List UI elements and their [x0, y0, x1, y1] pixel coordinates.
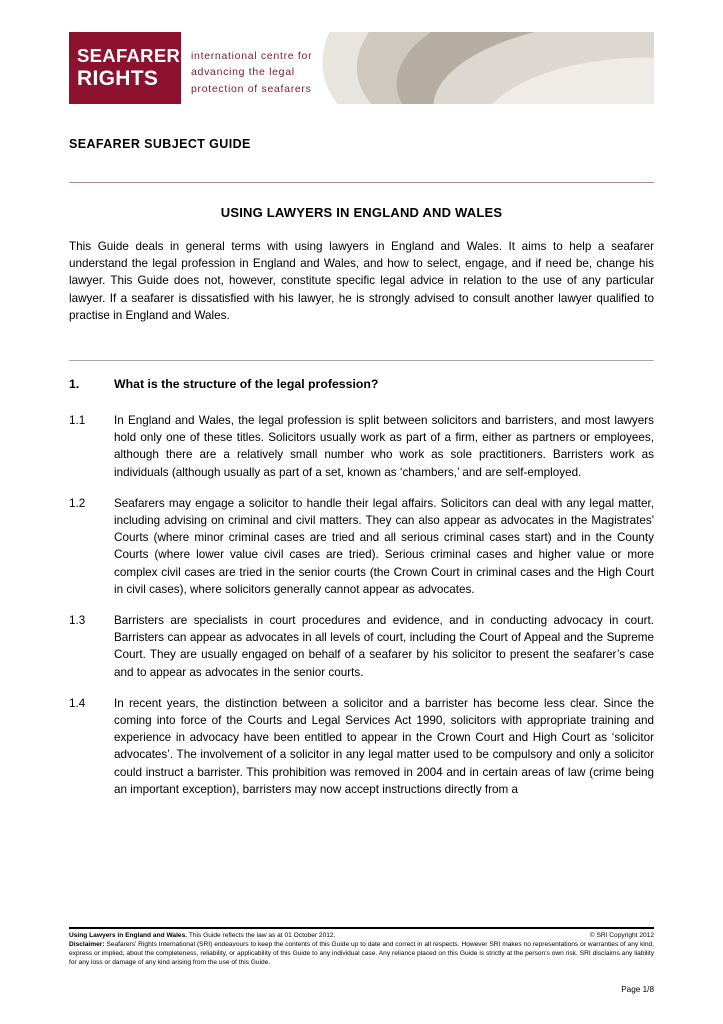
intro-paragraph: This Guide deals in general terms with using lawyers in England and Wales. It aims to help a seafarer understand the legal profession in England and Wales, and how to select, engage, and if need be, change his lawyer. This Guide does not, however, constitute specific legal advice in relation to the use of any particular lawyer. If a seafarer is dissatisfied with his lawyer, he is strongly advised to consult another lawyer qualified to practise in England and Wales.: [69, 240, 654, 322]
footer-title-line: [69, 932, 654, 941]
divider-top: [69, 182, 654, 183]
footer-disclaimer: [69, 941, 654, 968]
tagline-line-3: protection of seafarers: [191, 82, 312, 95]
paragraph-item: [69, 612, 654, 681]
paragraph-number: 1.2: [69, 496, 86, 510]
paragraph-number: 1.3: [69, 614, 86, 628]
logo-line-seafarers: SEAFARERS': [77, 45, 198, 66]
section-title: What is the structure of the legal profession?: [114, 377, 379, 391]
footer-guide-title: Using Lawyers in England and Wales.: [69, 932, 188, 939]
section-number: 1.: [69, 377, 80, 391]
paragraph-text: Barristers are specialists in court procedures and evidence, and in conducting advocacy in court. Barristers can appear as advocates in all levels of court, including the Court of Appeal and the Supreme Court. They are usually engaged on behalf of a seafarer by his solicitor to present the seafarer’s case and to appear as advocates in the senior courts.: [114, 614, 654, 679]
paragraph-number: 1.4: [69, 696, 86, 710]
tagline-line-2: advancing the legal: [191, 66, 295, 79]
paragraph-item: [69, 412, 654, 481]
footer-guide-date: This Guide reflects the law as at 01 October 2012.: [187, 932, 336, 939]
paragraph-list: [69, 412, 654, 812]
tagline-line-1: international centre for: [191, 50, 313, 62]
subject-guide-label: SEAFARER SUBJECT GUIDE: [69, 137, 251, 151]
footer-disclaimer-text: Seafarers' Rights International (SRI) endeavours to keep the contents of this Guide up to date and correct in all respects. However SRI makes no representations or warranties of any kind, express or implied, about the completeness, reliability, or applicability of this Guide to any individual case. Any reliance placed on this Guide is strictly at the person's own risk. SRI disclaims any liability for any loss or damage of any kind arising from the use of this Guide.: [69, 940, 654, 966]
page-title: USING LAWYERS IN ENGLAND AND WALES: [220, 205, 503, 220]
footer-disclaimer-label: Disclaimer:: [69, 940, 105, 948]
paragraph-text: In England and Wales, the legal profession is split between solicitors and barristers, and most lawyers hold only one of these titles. Solicitors usually work as part of a firm, either as partners or employees, although there are a relatively small number who work as sole practitioners. Barristers work as individuals (although usually as part of a set, known as ‘chambers,’ and are self-employed.: [114, 414, 654, 479]
paragraph-number: 1.1: [69, 414, 86, 427]
footer: [69, 932, 654, 968]
page-number: Page 1/8: [621, 985, 654, 994]
divider-footer: [69, 927, 654, 929]
paragraph-text: Seafarers may engage a solicitor to handle their legal affairs. Solicitors can deal with any legal matter, including advising on criminal and civil matters. They can also appear as advocates in the Magistrates' Courts (where minor criminal cases are tried and all serious criminal cases start) and in the County Courts (where lower value civil cases are tried). Serious criminal cases and higher value or more complex civil cases are tried in the senior courts (the Crown Court in criminal cases and the High Court in civil cases), where solicitors generally cannot appear as advocates.: [114, 496, 654, 596]
paragraph-text: In recent years, the distinction between a solicitor and a barrister has become less clear. Since the coming into force of the Courts and Legal Services Act 1990, solicitors with appropriate training and experience in advocacy have been entitled to appear in the Crown Court and High Court as ‘solicitor advocates’. The involvement of a solicitor in any legal matter used to be compulsory and only a solicitor could instruct a barrister. This prohibition was removed in 2004 and in certain areas of law (crime being an important exception), barristers may now accept instructions directly from a: [114, 696, 654, 796]
footer-copyright: © SRI Copyright 2012: [589, 932, 654, 939]
logo-tagline: [191, 48, 312, 97]
paragraph-item: [69, 495, 654, 598]
logo-block: [69, 32, 198, 104]
divider-section: [69, 360, 654, 361]
header-banner: [69, 32, 654, 104]
section-heading: [69, 377, 654, 391]
paragraph-item: [69, 695, 654, 798]
logo-line-rights: RIGHTS: [77, 67, 159, 90]
